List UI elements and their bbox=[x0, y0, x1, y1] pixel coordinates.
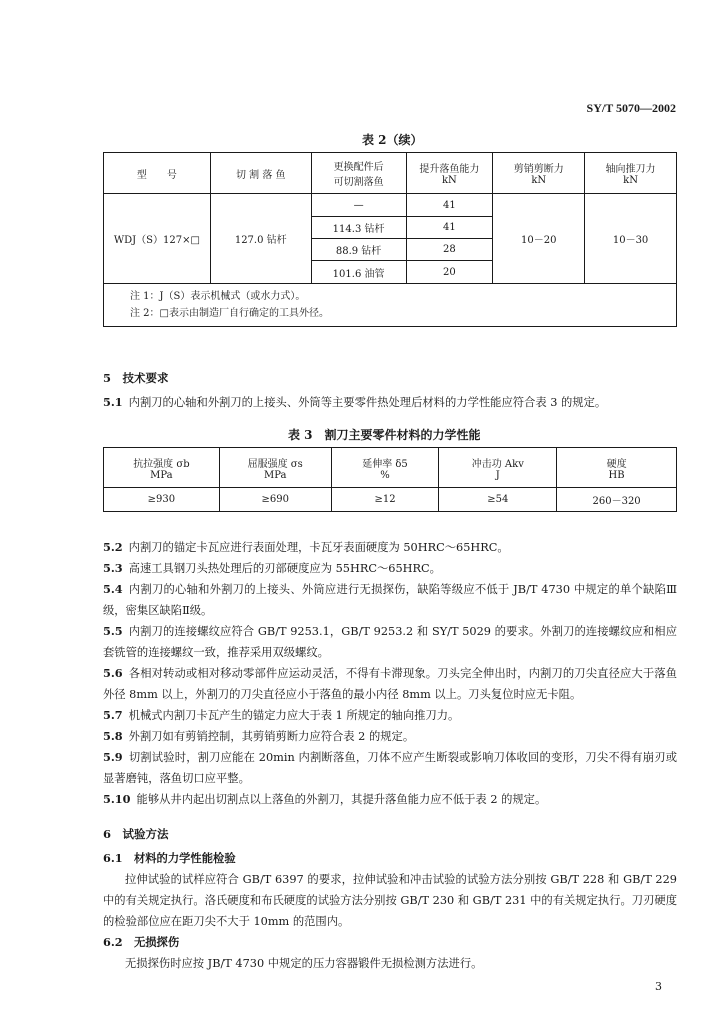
table-2-header-row bbox=[104, 153, 677, 194]
para-number: 5.3 bbox=[103, 561, 123, 575]
header-line1: 延伸率 δ5 bbox=[362, 458, 408, 470]
para-number: 5.7 bbox=[103, 708, 123, 722]
header-lift bbox=[406, 153, 493, 194]
header-hardness bbox=[557, 448, 677, 488]
para-text: 内割刀的连接螺纹应符合 GB/T 9253.1，GB/T 9253.2 和 SY/T 5029 的要求。外割刀的连接螺纹应和相应套铣管的连接螺纹一致，推荐采用双级螺纹。 bbox=[103, 625, 677, 659]
table-2 bbox=[103, 152, 677, 327]
header-replace-line2: 可切割落鱼 bbox=[333, 177, 384, 188]
para-number: 5.8 bbox=[103, 729, 123, 743]
header-line1: 冲击功 Akv bbox=[471, 458, 524, 470]
para-5-2 bbox=[103, 537, 677, 558]
cell-tensile: ≥930 bbox=[104, 488, 220, 512]
header-elongation bbox=[331, 448, 439, 488]
cell-lift: 20 bbox=[406, 261, 493, 284]
section-6-1-title: 6.1 材料的力学性能检验 bbox=[103, 851, 236, 865]
cell-model: WDJ（S）127×□ bbox=[104, 194, 211, 284]
header-replace bbox=[311, 153, 406, 194]
header-line1: 硬度 bbox=[606, 458, 627, 470]
header-yield bbox=[219, 448, 331, 488]
header-line1: 抗拉强度 σb bbox=[133, 458, 190, 470]
table-2-notes bbox=[104, 284, 677, 327]
para-number: 5.4 bbox=[103, 582, 123, 596]
para-number: 5.5 bbox=[103, 624, 123, 638]
para-text: 各相对转动或相对移动零部件应运动灵活，不得有卡滞现象。刀头完全伸出时，内割刀的刀尖直径应大于落鱼外径 8mm 以上，外割刀的刀尖直径应小于落鱼的最小内径 8mm 以上。刀头复位时应无卡阻。 bbox=[103, 667, 677, 701]
header-shear-line1: 剪销剪断力 bbox=[513, 164, 564, 175]
para-number: 5.9 bbox=[103, 750, 123, 764]
section-6-2-title: 6.2 无损探伤 bbox=[103, 935, 180, 949]
table-note-2: 注 2：□表示由制造厂自行确定的工具外径。 bbox=[130, 308, 329, 319]
header-thrust-line1: 轴向推刀力 bbox=[605, 164, 656, 175]
table-row bbox=[104, 488, 677, 512]
cell-replace: 114.3 钻杆 bbox=[311, 217, 406, 239]
cell-elongation: ≥12 bbox=[331, 488, 439, 512]
para-5-9 bbox=[103, 747, 677, 789]
para-5-6 bbox=[103, 663, 677, 705]
para-text: 切割试验时，割刀应能在 20min 内割断落鱼，刀体不应产生断裂或影响刀体收回的变形，刀尖不得有崩刃或显著磨钝，落鱼切口应平整。 bbox=[103, 751, 677, 785]
table-note-1: 注 1：J（S）表示机械式（或水力式）。 bbox=[130, 291, 306, 302]
para-text: 外割刀如有剪销控制，其剪销剪断力应符合表 2 的规定。 bbox=[128, 730, 415, 743]
section-6-body bbox=[103, 848, 677, 974]
cell-thrust: 10－30 bbox=[585, 194, 677, 284]
cell-lift: 41 bbox=[406, 194, 493, 217]
page-number: 3 bbox=[655, 980, 662, 993]
header-line2: MPa bbox=[150, 469, 173, 481]
table-2-caption: 表 2（续） bbox=[362, 133, 423, 147]
para-number: 5.2 bbox=[103, 540, 123, 554]
cell-replace: 88.9 钻杆 bbox=[311, 239, 406, 261]
para-text: 内割刀的心轴和外割刀的上接头、外筒等主要零件热处理后材料的力学性能应符合表 3 的规定。 bbox=[128, 396, 607, 409]
para-5-7 bbox=[103, 705, 677, 726]
section-6-2-text: 无损探伤时应按 JB/T 4730 中规定的压力容器锻件无损检测方法进行。 bbox=[125, 957, 483, 970]
table-2-notes-row bbox=[104, 284, 677, 327]
cell-lift: 41 bbox=[406, 217, 493, 239]
cell-yield: ≥690 bbox=[219, 488, 331, 512]
para-number: 5.6 bbox=[103, 666, 123, 680]
cell-hardness: 260－320 bbox=[557, 488, 677, 512]
header-shear bbox=[493, 153, 585, 194]
header-line2: % bbox=[380, 469, 390, 481]
cell-replace: — bbox=[311, 194, 406, 217]
para-text: 内割刀的心轴和外割刀的上接头、外筒应进行无损探伤，缺陷等级应不低于 JB/T 4730 中规定的单个缺陷Ⅲ级，密集区缺陷Ⅱ级。 bbox=[103, 583, 677, 617]
para-number: 5.10 bbox=[103, 792, 131, 806]
header-thrust bbox=[585, 153, 677, 194]
para-5-5 bbox=[103, 621, 677, 663]
section-6-title: 6 试验方法 bbox=[103, 827, 169, 841]
cell-impact: ≥54 bbox=[439, 488, 557, 512]
header-thrust-line2: kN bbox=[623, 175, 638, 186]
header-replace-line1: 更换配件后 bbox=[333, 162, 384, 173]
para-5-10 bbox=[103, 789, 677, 810]
section-6-1-text: 拉伸试验的试样应符合 GB/T 6397 的要求，拉伸试验和冲击试验的试验方法分别按 GB/T 228 和 GB/T 229 中的有关规定执行。洛氏硬度和布氏硬度的试验方法分别按 GB/T 230 和 GB/T 231 中的有关规定执行。刀刃硬度的检验部位应在距刀尖不大于 10mm 的范围内。 bbox=[103, 873, 677, 928]
para-5-1 bbox=[103, 392, 677, 413]
header-lift-line1: 提升落鱼能力 bbox=[419, 164, 480, 175]
para-text: 内割刀的锚定卡瓦应进行表面处理，卡瓦牙表面硬度为 50HRC～65HRC。 bbox=[128, 541, 509, 554]
header-impact bbox=[439, 448, 557, 488]
cell-lift: 28 bbox=[406, 239, 493, 261]
para-text: 高速工具钢刀头热处理后的刃部硬度应为 55HRC～65HRC。 bbox=[128, 562, 441, 575]
table-3-header-row bbox=[104, 448, 677, 488]
header-fish: 切 割 落 鱼 bbox=[210, 153, 311, 194]
section-5-body bbox=[103, 537, 677, 810]
header-line2: J bbox=[495, 469, 500, 481]
para-5-4 bbox=[103, 579, 677, 621]
cell-fish: 127.0 钻杆 bbox=[210, 194, 311, 284]
section-5-title: 5 技术要求 bbox=[103, 371, 169, 385]
header-shear-line2: kN bbox=[531, 175, 547, 186]
para-text: 能够从井内起出切割点以上落鱼的外割刀，其提升落鱼能力应不低于表 2 的规定。 bbox=[136, 793, 547, 806]
cell-shear: 10－20 bbox=[493, 194, 585, 284]
table-3 bbox=[103, 447, 677, 512]
cell-replace: 101.6 油管 bbox=[311, 261, 406, 284]
header-line2: MPa bbox=[263, 469, 287, 481]
para-text: 机械式内割刀卡瓦产生的锚定力应大于表 1 所规定的轴向推刀力。 bbox=[128, 709, 460, 722]
header-line2: HB bbox=[608, 469, 625, 481]
para-5-8 bbox=[103, 726, 677, 747]
para-number: 5.1 bbox=[103, 395, 123, 409]
table-row bbox=[104, 194, 677, 217]
header-line1: 屈服强度 σs bbox=[247, 458, 303, 470]
table-3-caption: 表 3 割刀主要零件材料的力学性能 bbox=[288, 428, 481, 442]
header-model: 型 号 bbox=[104, 153, 211, 194]
header-tensile bbox=[104, 448, 220, 488]
header-lift-line2: kN bbox=[442, 175, 457, 186]
para-5-3 bbox=[103, 558, 677, 579]
standard-number: SY/T 5070—2002 bbox=[586, 101, 676, 115]
